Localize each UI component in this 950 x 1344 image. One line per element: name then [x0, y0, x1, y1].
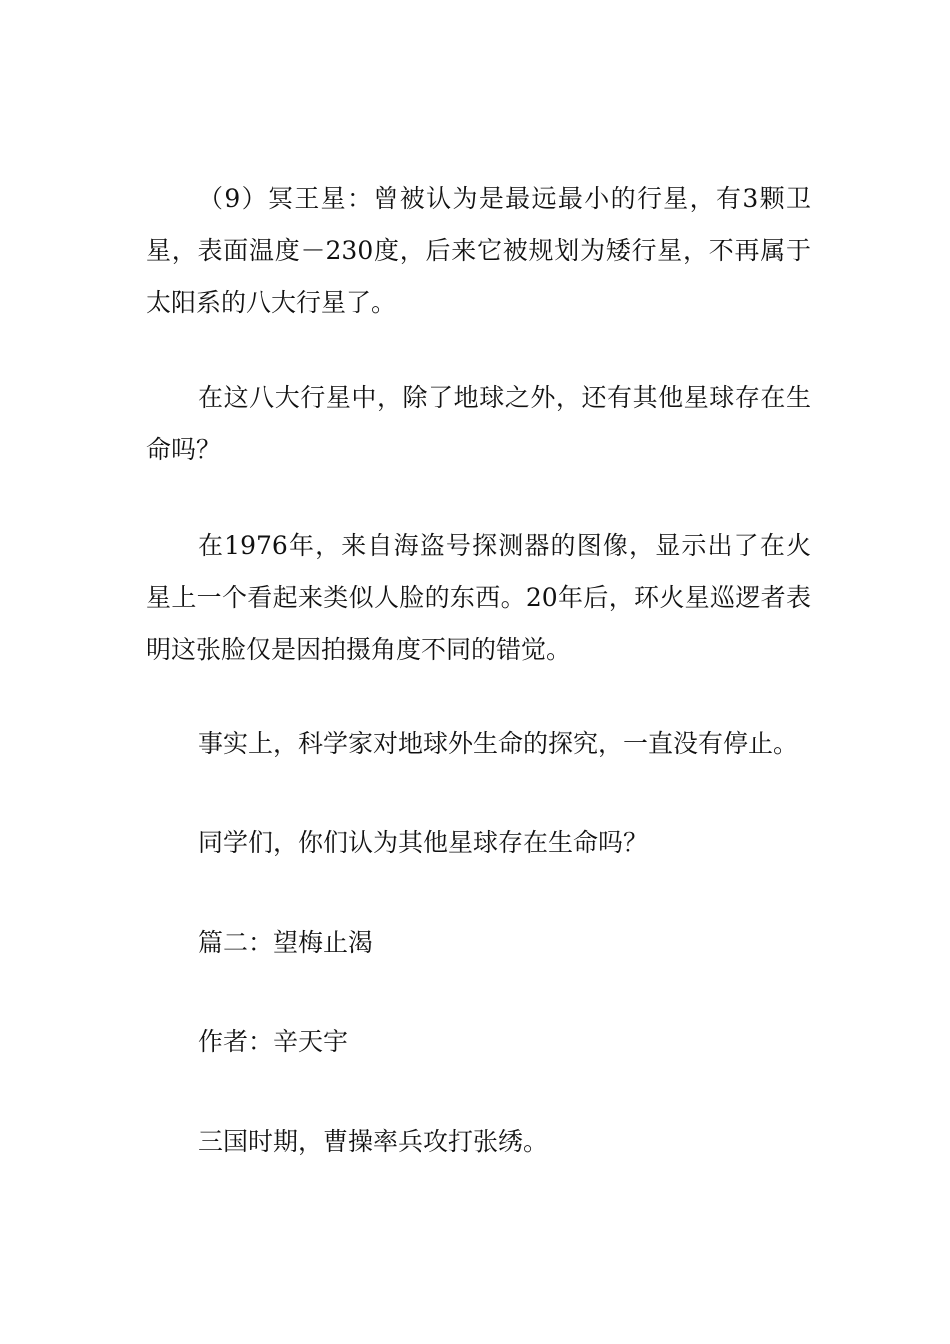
paragraph-students-question: 同学们，你们认为其他星球存在生命吗？	[198, 828, 649, 857]
author-line: 作者：辛天宇	[198, 1027, 349, 1056]
paragraph-exploration: 事实上，科学家对地球外生命的探究，一直没有停止。	[198, 729, 799, 758]
section-title: 篇二：望梅止渴	[198, 928, 374, 957]
paragraph-life-question: 在这八大行星中，除了地球之外，还有其他星球存在生命吗？	[146, 383, 811, 464]
paragraph-pluto: （9）冥王星：曾被认为是最远最小的行星，有3颗卫星，表面温度－230度，后来它被规划为矮行星，不再属于太阳系的八大行星了。	[146, 184, 811, 317]
paragraph-story-opening: 三国时期，曹操率兵攻打张绣。	[198, 1127, 549, 1156]
paragraph-mars-face: 在1976年，来自海盗号探测器的图像，显示出了在火星上一个看起来类似人脸的东西。20年后，环火星巡逻者表明这张脸仅是因拍摄角度不同的错觉。	[146, 531, 811, 664]
